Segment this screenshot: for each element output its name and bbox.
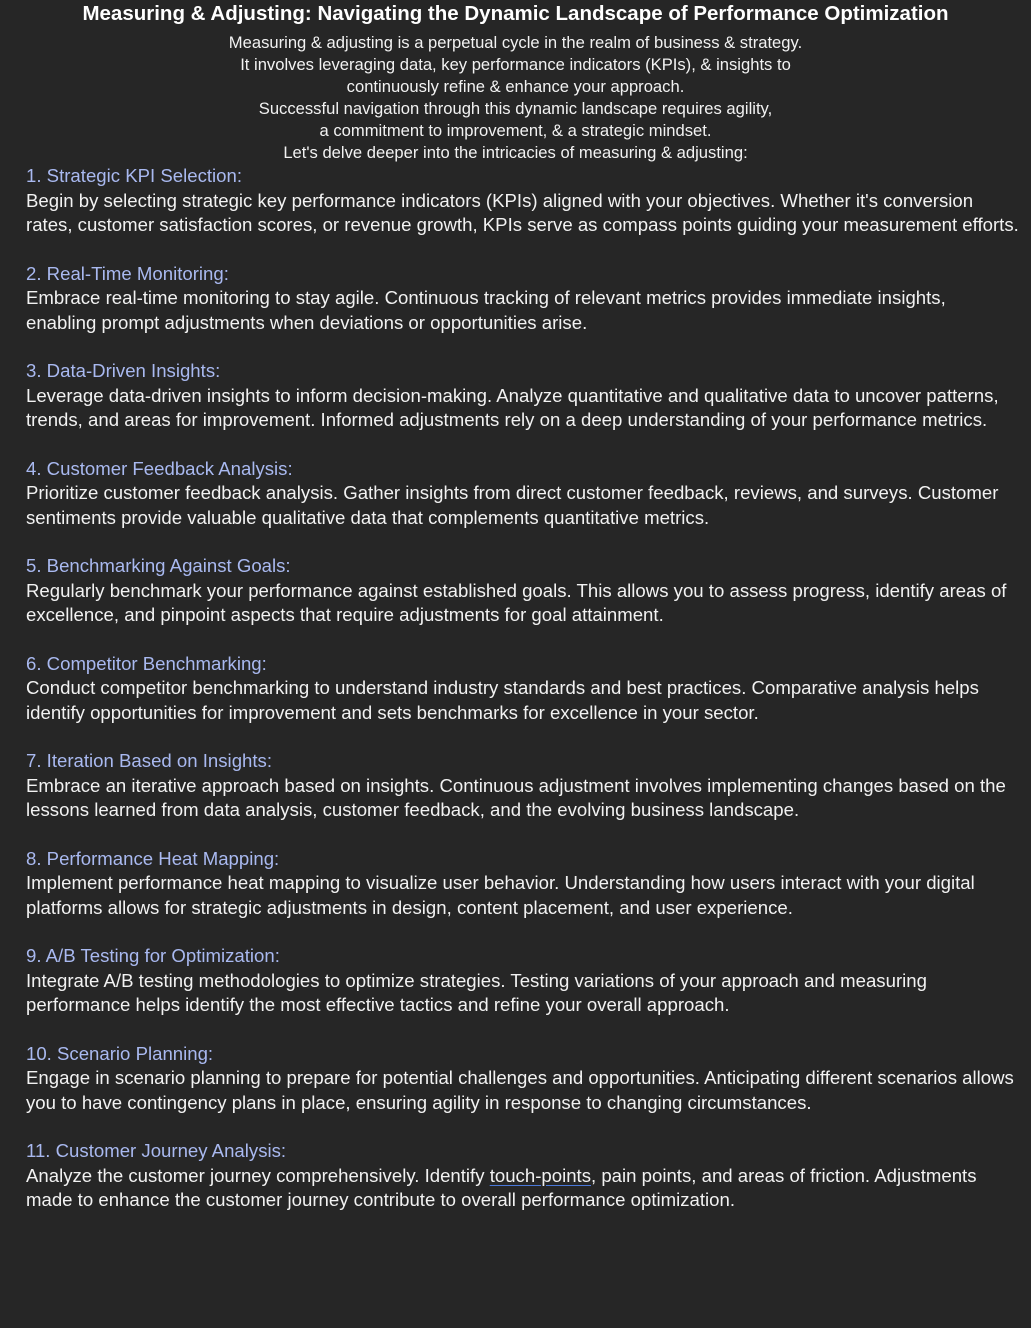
section-11 bbox=[26, 1139, 1021, 1213]
section-list bbox=[26, 164, 1021, 1213]
section-heading: 11. Customer Journey Analysis: bbox=[26, 1140, 287, 1161]
section-8 bbox=[26, 847, 1021, 921]
section-body: Conduct competitor benchmarking to understand industry standards and best practices. Comparative analysis helps identify opportunities for improvement and sets benchmarks for excellence in your sector. bbox=[26, 677, 979, 723]
section-10 bbox=[26, 1042, 1021, 1116]
section-heading: 1. Strategic KPI Selection: bbox=[26, 165, 243, 186]
section-6 bbox=[26, 652, 1021, 726]
section-body: Implement performance heat mapping to visualize user behavior. Understanding how users interact with your digital platforms allows for strategic adjustments in design, content placement, and user experience. bbox=[26, 872, 975, 918]
section-heading: 8. Performance Heat Mapping: bbox=[26, 847, 280, 869]
section-5 bbox=[26, 554, 1021, 628]
section-4 bbox=[26, 457, 1021, 531]
touch-points-term: touch-points bbox=[489, 1164, 591, 1186]
section-body-text: , pain points, and areas of friction. Adjustments made to enhance the customer journey contribute to overall performance optimization. bbox=[26, 1164, 977, 1210]
section-heading: 7. Iteration Based on Insights: bbox=[26, 750, 273, 771]
section-body: Begin by selecting strategic key performance indicators (KPIs) aligned with your objectives. Whether it's conversion rates, customer satisfaction scores, or revenue growth, KPIs serve as compass points guiding your measurement efforts. bbox=[26, 189, 1019, 235]
intro-paragraph bbox=[10, 32, 1021, 164]
intro-line: a commitment to improvement, & a strategic mindset. bbox=[319, 121, 712, 140]
section-body: Prioritize customer feedback analysis. Gather insights from direct customer feedback, reviews, and surveys. Customer sentiments provide valuable qualitative data that complements quantitative metrics. bbox=[26, 482, 999, 528]
section-7 bbox=[26, 749, 1021, 823]
intro-line: continuously refine & enhance your approach. bbox=[346, 77, 685, 96]
section-heading: 6. Competitor Benchmarking: bbox=[26, 652, 267, 674]
intro-line: It involves leveraging data, key performance indicators (KPIs), & insights to bbox=[240, 55, 791, 74]
section-heading: 10. Scenario Planning: bbox=[26, 1042, 214, 1064]
section-body-text: Analyze the customer journey comprehensively. Identify bbox=[26, 1164, 490, 1186]
section-body: Integrate A/B testing methodologies to optimize strategies. Testing variations of your approach and measuring performance helps identify the most effective tactics and refine your overall approach. bbox=[26, 969, 927, 1015]
intro-line: Let's delve deeper into the intricacies of measuring & adjusting: bbox=[283, 143, 748, 162]
section-9 bbox=[26, 944, 1021, 1018]
section-3 bbox=[26, 359, 1021, 433]
section-heading: 2. Real-Time Monitoring: bbox=[26, 262, 229, 284]
section-body: Engage in scenario planning to prepare for potential challenges and opportunities. Anticipating different scenarios allows you to have contingency plans in place, ensuring agility in response to changing circumstances. bbox=[26, 1067, 1014, 1113]
section-body: Embrace an iterative approach based on insights. Continuous adjustment involves implementing changes based on the lessons learned from data analysis, customer feedback, and the evolving business landscape. bbox=[26, 774, 1006, 820]
section-body: Embrace real-time monitoring to stay agile. Continuous tracking of relevant metrics provides immediate insights, enabling prompt adjustments when deviations or opportunities arise. bbox=[26, 287, 946, 333]
section-body bbox=[26, 1164, 1021, 1213]
section-body: Leverage data-driven insights to inform decision-making. Analyze quantitative and qualitative data to uncover patterns, trends, and areas for improvement. Informed adjustments rely on a deep understanding of your performance metrics. bbox=[26, 384, 999, 430]
page-title: Measuring & Adjusting: Navigating the Dynamic Landscape of Performance Optimization bbox=[82, 2, 949, 25]
section-heading: 9. A/B Testing for Optimization: bbox=[26, 945, 280, 966]
section-1 bbox=[26, 164, 1021, 238]
section-body: Regularly benchmark your performance against established goals. This allows you to assess progress, identify areas of excellence, and pinpoint aspects that require adjustments for goal attainment. bbox=[26, 579, 1007, 625]
intro-line: Successful navigation through this dynamic landscape requires agility, bbox=[258, 99, 773, 118]
section-2 bbox=[26, 262, 1021, 336]
section-heading: 5. Benchmarking Against Goals: bbox=[26, 555, 291, 576]
intro-line: Measuring & adjusting is a perpetual cycle in the realm of business & strategy. bbox=[228, 33, 803, 52]
section-heading: 3. Data-Driven Insights: bbox=[26, 360, 221, 381]
section-heading: 4. Customer Feedback Analysis: bbox=[26, 457, 293, 479]
